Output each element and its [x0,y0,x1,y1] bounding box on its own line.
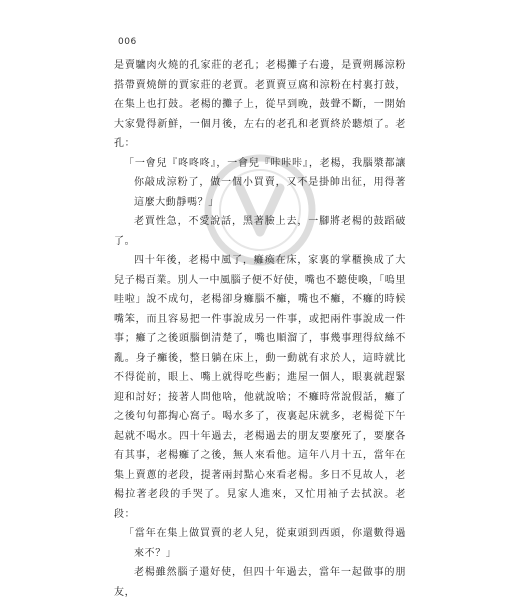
paragraph: 四十年後，老楊中風了，癱瘓在床，家裏的掌櫃換成了大兒子楊百業。別人一中風腦子便不好使，嘴也不聽使喚，「嗚里哇啦」說不成句，老楊卻身癱腦不癱，嘴也不癱，不癱的時候嘴笨，而且容易把一件事說成另一件事，或把兩件事說成一件事；癱了之後頭腦倒清楚了，嘴也順溜了，事幾事理得紋絲不亂。身子癱後，整日躺在床上，動一動就有求於人，這時就比不得從前，眼上、嘴上就得吃些虧；進屋一個人，眼裏就趕緊迎和討好；接著人問他啥，他就說啥；不癱時常說假話，癱了之後句句都掏心窩子。喝水多了，夜裏起床就多，老楊從下午起就不喝水。四十年過去，老楊過去的朋友要麼死了，要麼各有其事，老楊癱了之後，無人來看他。這年八月十五，當年在集上賣蔥的老段，提著兩封點心來看老楊。多日不見故人，老楊拉著老段的手哭了。見家人進來，又忙用袖子去拭淚。老段： [114,255,406,520]
paragraph: 老楊雖然腦子還好使，但四十年過去，當年一起做事的朋友， [114,567,406,598]
page-number: 006 [118,37,137,47]
paragraph: 是賣驢肉火燒的孔家莊的老孔；老楊攤子右邊，是賣朔縣涼粉搭帶賣燒餅的賈家莊的老賈。老賈賣豆腐和涼粉在村裏打鼓，在集上也打鼓。老楊的攤子上，從早到晚，鼓聲不斷，一開始大家覺得新鮮，一個月後，左右的老孔和老賈終於聽煩了。老孔： [114,60,406,149]
quoted-dialogue: 「一會兒『咚咚咚』，一會兒『咔咔咔』，老楊，我腦漿都讓你敲成涼粉了，做一個小買賣，又不是掛帥出征，用得著這麼大動靜嗎？」 [124,157,406,208]
paragraph: 老賈性急，不愛說話，黑著臉上去，一腳將老楊的鼓蹈破了。 [114,216,406,247]
body-text [114,56,406,602]
quoted-dialogue: 「當年在集上做買賣的老人兒，從東頭到西頭，你還數得過來不？」 [124,528,406,559]
